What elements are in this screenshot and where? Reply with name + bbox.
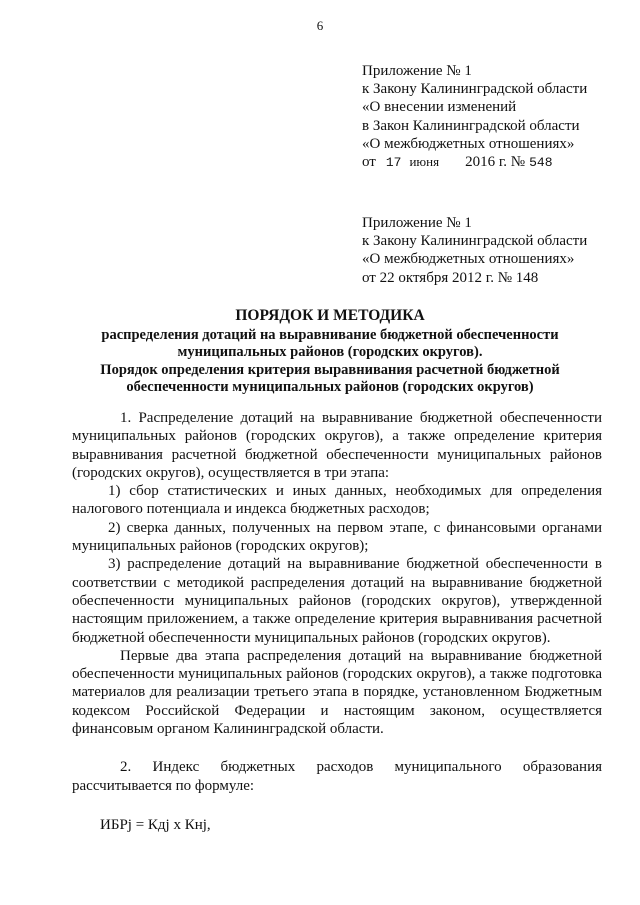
list-item: 2) сверка данных, полученных на первом этапе, с финансовыми органами муниципальных районов (городских округов); (72, 519, 602, 555)
appendix-amendment-header (362, 62, 587, 172)
appendix-line: Приложение № 1 (362, 215, 472, 231)
appendix-line: Приложение № 1 (362, 63, 472, 79)
appendix-original-header (362, 214, 587, 287)
title-line: распределения дотаций на выравнивание бюджетной обеспеченности (101, 326, 559, 343)
body-text (72, 409, 602, 795)
date-prefix: от (362, 154, 376, 171)
title-line: обеспеченности муниципальных районов (городских округов) (126, 379, 534, 396)
date-month: июня (409, 154, 440, 170)
date-year: 2016 г. № (465, 154, 526, 171)
formula: ИБРj = Кдj x Кнj, (100, 817, 211, 833)
law-number: 548 (529, 155, 553, 171)
paragraph: 2. Индекс бюджетных расходов муниципального образования рассчитывается по формуле: (72, 759, 602, 794)
appendix-line: «О внесении изменений (362, 99, 517, 116)
page-number: 6 (316, 18, 324, 33)
appendix-line: «О межбюджетных отношениях» (362, 135, 575, 152)
appendix-line: к Закону Калининградской области (362, 81, 588, 98)
date-day: 17 (385, 155, 402, 171)
list-item: 1) сбор статистических и иных данных, необходимых для определения налогового потенциала и индекса бюджетных расходов; (72, 483, 602, 518)
appendix-line: «О межбюджетных отношениях» (362, 251, 575, 268)
document-title (90, 307, 570, 397)
paragraph: 1. Распределение дотаций на выравнивание бюджетной обеспеченности муниципальных районов (городских округов), а также определение критерия выравнивания расчетной бюджетной обеспеченности муниципальных районов (городских округов), осуществляется в три этапа: (72, 410, 602, 481)
title-main: ПОРЯДОК И МЕТОДИКА (235, 307, 425, 324)
list-item: 3) распределение дотаций на выравнивание бюджетной обеспеченности в соответствии с методикой распределения дотаций на выравнивание бюджетной обеспеченности муниципальных районов (городских округов), утвержденной настоящим приложением, а также определение критерия выравнивания расчетной бюджетной обеспеченности муниципальных районов (городских округов). (72, 556, 602, 646)
appendix-line: от 22 октября 2012 г. № 148 (362, 269, 539, 286)
appendix-date-line (362, 153, 587, 172)
title-line: Порядок определения критерия выравнивания расчетной бюджетной (100, 361, 560, 378)
title-line: муниципальных районов (городских округов). (177, 344, 483, 361)
appendix-line: к Закону Калининградской области (362, 233, 588, 250)
appendix-line: в Закон Калининградской области (362, 117, 580, 134)
paragraph: Первые два этапа распределения дотаций на выравнивание бюджетной обеспеченности муниципальных районов (городских округов), а также подготовка материалов для реализации третьего этапа в порядке, установленном Бюджетным кодексом Российской Федерации и настоящим законом, осуществляется финансовым органом Калининградской области. (72, 647, 602, 738)
